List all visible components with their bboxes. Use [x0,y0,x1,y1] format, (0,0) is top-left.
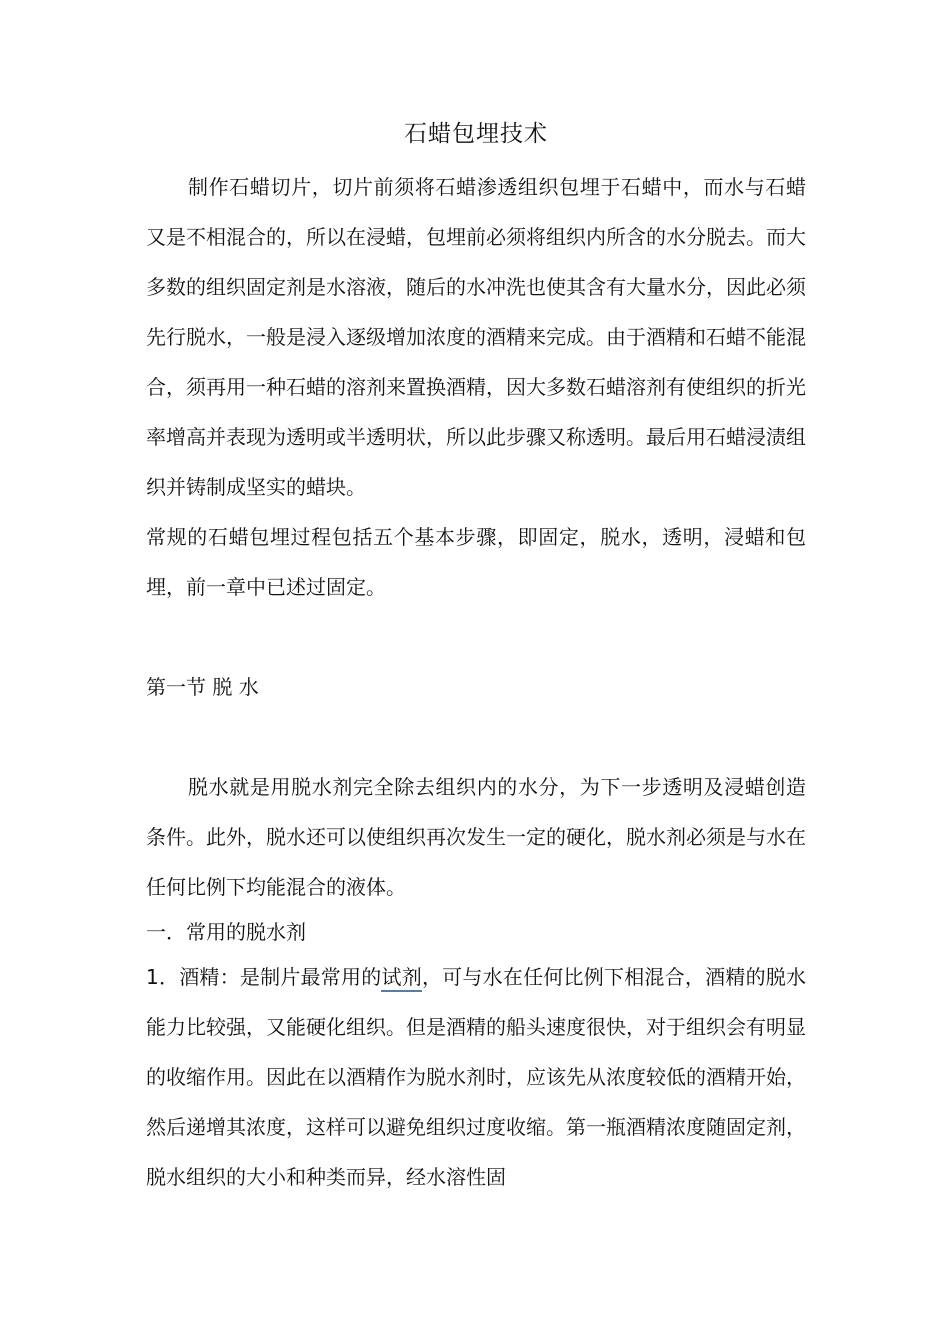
list-item-alcohol [146,952,806,1202]
dehydration-paragraph: 脱水就是用脱水剂完全除去组织内的水分，为下一步透明及浸蜡创造条件。此外，脱水还可以使组织再次发生一定的硬化，脱水剂必须是与水在任何比例下均能混合的液体。 [146,775,806,899]
document-body [146,112,806,1202]
intro-paragraph: 制作石蜡切片，切片前须将石蜡渗透组织包埋于石蜡中，而水与石蜡又是不相混合的，所以在浸蜡，包埋前必须将组织内所含的水分脱去。而大多数的组织固定剂是水溶液，随后的水冲洗也使其含有大量水分，因此必须先行脱水，一般是浸入逐级增加浓度的酒精来完成。由于酒精和石蜡不能混合，须再用一种石蜡的溶剂来置换酒精，因大多数石蜡溶剂有使组织的折光率增高并表现为透明或半透明状，所以此步骤又称透明。最后用石蜡浸渍组织并铸制成坚实的蜡块。 [146,175,806,499]
steps-paragraph: 常规的石蜡包埋过程包括五个基本步骤，即固定，脱水，透明，浸蜡和包埋，前一章中已述过固定。 [146,525,806,599]
list-item-text-before: 酒精：是制片最常用的 [179,965,382,989]
list-item-text-after: ，可与水在任何比例下相混合，酒精的脱水能力比较强，又能硬化组织。但是酒精的船头速度很快，对于组织会有明显的收缩作用。因此在以酒精作为脱水剂时，应该先从浓度较低的酒精开始，然后递增其浓度，这样可以避免组织过度收缩。第一瓶酒精浓度随固定剂，脱水组织的大小和种类而异，经水溶性固 [146,965,807,1189]
section-heading-dehydration: 第一节 脱 水 [146,675,259,699]
subheading-common-dehydrants: 一．常用的脱水剂 [146,920,306,944]
document-title: 石蜡包埋技术 [404,121,548,147]
list-item-number: 1． [146,965,180,989]
underlined-term: 试剂 [381,965,421,992]
